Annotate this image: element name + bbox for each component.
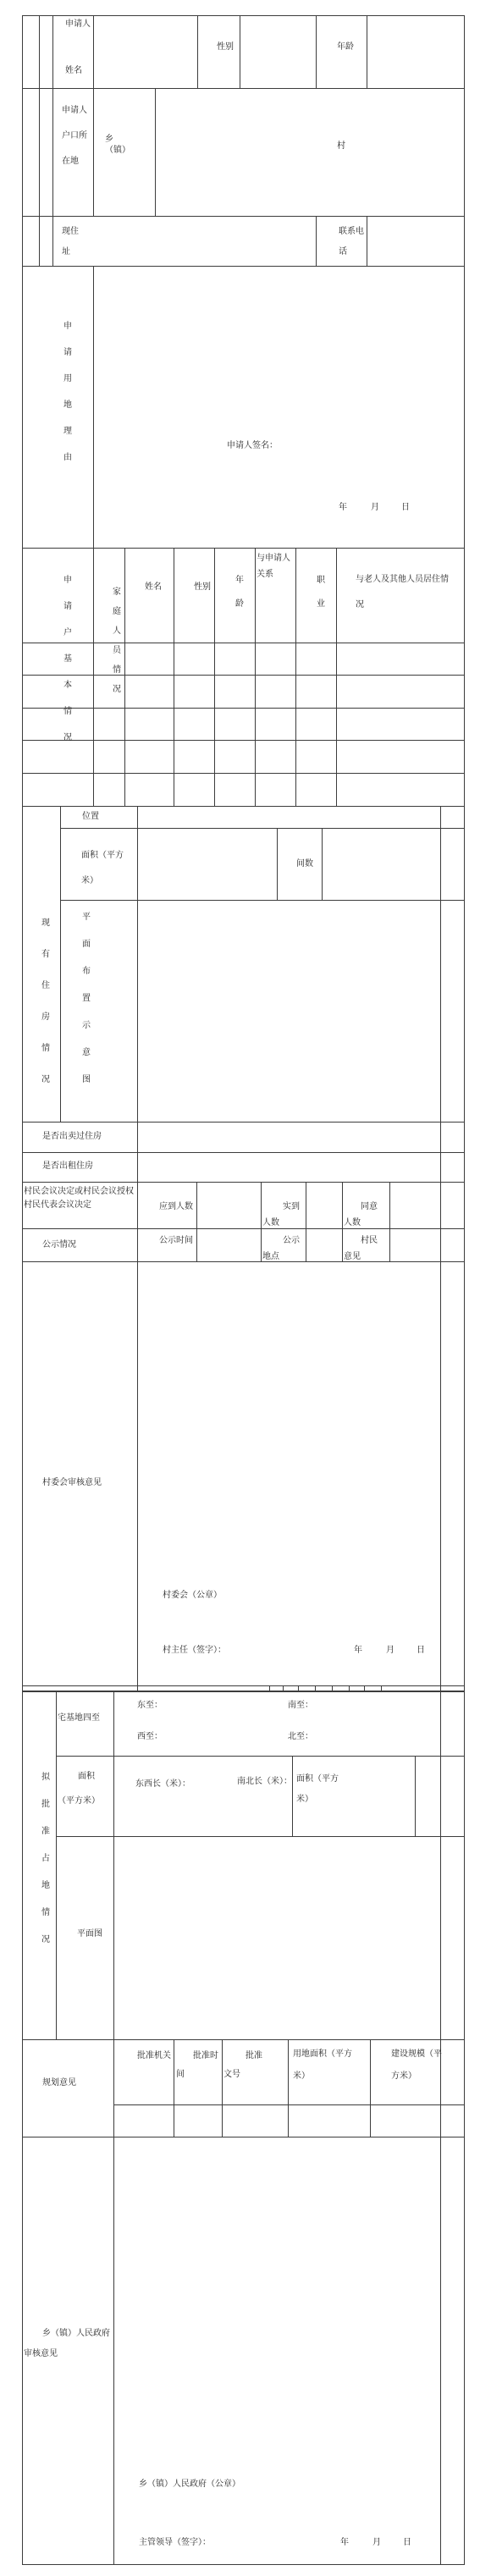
hukou-label: 申请人户口所在地	[62, 106, 87, 166]
villager-opinion-label: 村民意见	[344, 1236, 378, 1261]
rule	[22, 548, 465, 549]
gender-label: 性别	[217, 42, 234, 52]
rule	[137, 1261, 138, 1691]
rule	[316, 216, 317, 267]
leader-signature-label: 主管领导（签字）：	[139, 2538, 211, 2547]
rule	[22, 773, 465, 774]
rule	[381, 1685, 382, 1691]
rule	[283, 1685, 284, 1691]
township-review-label: 乡（镇）人民政府审核意见	[24, 2329, 110, 2358]
rule	[137, 1122, 138, 1183]
planning-opinion-label: 规划意见	[42, 2078, 76, 2088]
publicity-label: 公示情况	[42, 1240, 76, 1249]
existing-area-label: 面积（平方米）	[81, 851, 124, 885]
rule	[113, 2104, 465, 2105]
rule	[440, 1122, 441, 1183]
rule	[60, 828, 465, 829]
rule	[22, 740, 465, 741]
planned-land-label: 拟批准占地情况	[41, 1773, 50, 1944]
rule	[370, 2039, 371, 2137]
rule	[440, 2137, 441, 2564]
rule	[22, 1685, 465, 1686]
rule	[214, 548, 215, 807]
age-label: 年龄	[337, 42, 354, 52]
col-residence: 与老人及其他人员居住情况	[356, 575, 449, 610]
rule	[196, 1182, 197, 1261]
rule	[56, 1691, 57, 2040]
rule	[322, 828, 323, 901]
rule	[39, 15, 40, 267]
township-label: 乡（镇）	[105, 135, 130, 155]
rented-housing-label: 是否出租住房	[42, 1161, 93, 1171]
rule	[440, 1261, 441, 1691]
rule	[415, 1756, 416, 1837]
rule	[440, 1691, 441, 2040]
rooms-label: 间数	[296, 859, 313, 869]
rule	[269, 1685, 270, 1691]
committee-year: 年	[354, 1646, 362, 1655]
rule	[22, 88, 465, 89]
rule	[389, 1182, 390, 1261]
approval-authority-label: 批准机关	[137, 2051, 171, 2060]
rule	[298, 1685, 299, 1691]
rule	[22, 1182, 465, 1183]
committee-review-label: 村委会审核意见	[42, 1478, 102, 1487]
township-day: 日	[403, 2538, 411, 2547]
meeting-decision-label: 村民会议决定或村民会议授权村民代表会议决定	[24, 1187, 134, 1210]
sold-housing-label: 是否出卖过住房	[42, 1132, 102, 1141]
actual-count-label: 实到人数	[262, 1202, 300, 1227]
rule	[22, 1261, 465, 1262]
rule	[124, 548, 125, 807]
address-label: 现住址	[62, 227, 79, 256]
rule	[93, 88, 94, 217]
rule	[197, 15, 198, 89]
rule	[22, 1228, 465, 1229]
land-area-label: 用地面积（平方米）	[293, 2049, 352, 2081]
agree-count-label: 同意人数	[344, 1202, 378, 1227]
rule	[342, 1182, 343, 1261]
rule	[336, 548, 337, 807]
rule	[22, 675, 465, 676]
border-bottom	[22, 2564, 465, 2565]
township-year: 年	[340, 2538, 349, 2547]
planned-area-label: 面积（平方米）	[58, 1772, 100, 1806]
rule	[60, 900, 465, 901]
col-relation: 与申请人关系	[257, 554, 290, 579]
rule	[22, 1152, 465, 1153]
rule	[137, 1228, 138, 1262]
rule	[22, 266, 465, 267]
township-month: 月	[372, 2538, 381, 2547]
rule	[52, 15, 53, 267]
planned-area-right: 面积（平方米）	[296, 1774, 339, 1804]
location-label: 位置	[82, 812, 99, 821]
north-south-length: 南北长（米）：	[237, 1777, 292, 1786]
rule	[315, 1685, 316, 1691]
col-occupation: 职业	[317, 576, 325, 609]
rule	[93, 15, 94, 89]
committee-month: 月	[386, 1646, 394, 1655]
reason-month: 月	[371, 503, 379, 512]
boundary-label: 宅基地四至	[58, 1713, 100, 1723]
rule	[261, 1182, 262, 1261]
rule	[113, 2137, 114, 2564]
rule	[255, 548, 256, 807]
rule	[295, 548, 296, 807]
rule	[137, 806, 138, 1123]
reason-day: 日	[401, 503, 410, 512]
committee-seal-label: 村委会（公章）	[163, 1591, 222, 1600]
rule	[113, 2039, 114, 2137]
rule	[22, 1122, 465, 1123]
east-boundary: 东至：	[137, 1701, 163, 1710]
rule	[349, 1685, 350, 1691]
rule	[93, 266, 94, 549]
rule	[277, 828, 278, 901]
rule	[60, 806, 61, 1123]
col-name: 姓名	[145, 582, 162, 592]
rule	[22, 806, 465, 807]
publicity-time-label: 公示时间	[159, 1236, 193, 1245]
south-boundary: 南至：	[288, 1701, 313, 1710]
rule	[56, 1756, 465, 1757]
approval-time-label: 批准时间	[176, 2051, 218, 2079]
rule	[222, 2039, 223, 2137]
approval-number-label: 批准文号	[223, 2051, 262, 2079]
rule	[155, 88, 156, 217]
family-members-label: 家庭人员情况	[113, 587, 121, 694]
rule	[364, 1685, 365, 1691]
rule	[93, 548, 94, 807]
border-right	[464, 15, 465, 2565]
rule	[22, 708, 465, 709]
rule	[22, 216, 465, 217]
rule	[332, 1685, 333, 1691]
construction-scale-label: 建设规模（平方米）	[391, 2049, 442, 2081]
rule	[440, 806, 441, 1123]
border-left	[22, 15, 23, 2565]
rule	[440, 1182, 441, 1261]
township-seal-label: 乡（镇）人民政府（公章）	[139, 2479, 240, 2489]
west-boundary: 西至：	[137, 1732, 163, 1741]
rule	[22, 2039, 465, 2040]
rule	[292, 1756, 293, 1837]
phone-label: 联系电话	[339, 227, 364, 256]
household-label: 申请户基本情况	[63, 576, 72, 742]
applicant-name-label-2: 姓名	[65, 66, 82, 75]
floor-plan-label: 平面布置示意图	[82, 913, 91, 1084]
rule	[288, 2039, 289, 2137]
existing-housing-label: 现有住房情况	[41, 918, 50, 1084]
applicant-name-label: 申请人	[65, 19, 91, 29]
east-west-length: 东西长（米）：	[135, 1779, 190, 1789]
border-top	[22, 15, 465, 16]
expected-count-label: 应到人数	[159, 1202, 193, 1211]
north-boundary: 北至：	[288, 1732, 313, 1741]
rule	[22, 1691, 465, 1692]
reason-label: 申请用地理由	[63, 322, 72, 462]
applicant-signature-label: 申请人签名：	[227, 441, 278, 450]
col-age: 年龄	[235, 576, 244, 609]
village-label: 村	[337, 141, 345, 151]
director-signature-label: 村主任（签字）：	[163, 1646, 226, 1655]
col-gender: 性别	[194, 582, 211, 592]
rule	[113, 1691, 114, 2040]
committee-day: 日	[417, 1646, 425, 1655]
reason-year: 年	[339, 503, 347, 512]
rule	[56, 1836, 465, 1837]
plan-drawing-label: 平面图	[77, 1929, 102, 1939]
rule	[316, 15, 317, 89]
publicity-place-label: 公示地点	[262, 1236, 300, 1261]
